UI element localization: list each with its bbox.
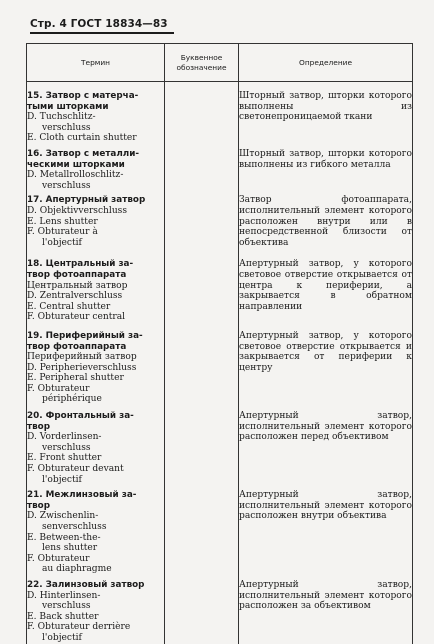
term-equivalent-line: l'objectif [42,632,82,643]
term-equivalent-line: D. Zentralverschluss [27,291,123,302]
term-equivalent-line: F. Obturateur [27,383,90,394]
term-equivalent-line: l'objectif [42,237,82,248]
definition-cell [239,405,413,485]
term-title-line: 22. Залинзовый затвор [27,579,145,590]
definition-cell [239,485,413,575]
page-header [30,18,168,30]
term-equivalent-line: senverschluss [42,522,107,532]
table-row [27,144,413,191]
term-equivalent-line: E. Lens shutter [27,216,98,227]
definition-cell [239,82,413,144]
term-equivalent-line: F. Obturateur central [27,312,126,323]
term-title-line: 21. Межлинзовый за- [27,490,137,501]
definition-text: Апертурный затвор, исполнительный элемент которого расположен за объективом [239,579,412,612]
definition-cell [239,144,413,191]
term-title-line: 17. Апертурный затвор [27,195,146,206]
term-equivalent-line: Центральный затвор [27,280,128,291]
term-title-line: 19. Периферийный за- [27,330,143,341]
definition-cell [239,323,413,405]
definition-cell [239,575,413,644]
letter-designation-cell [165,575,239,644]
table-row [27,575,413,644]
term-title-line: 20. Фронтальный за- [27,411,134,422]
term-equivalent-line: D. Hinterlinsen- [27,590,101,601]
definition-text: Шторный затвор, шторки которого выполнены из светонепроницаемой ткани [239,91,412,123]
table-row [27,323,413,405]
term-cell [27,485,165,575]
letter-designation-cell [165,405,239,485]
table-row [27,405,413,485]
letter-designation-cell [165,248,239,323]
term-cell [27,248,165,323]
term-cell [27,144,165,191]
column-header-letter-designation: Буквенное обозначение [165,44,239,82]
term-equivalent-line: verschluss [42,122,91,133]
term-equivalent-line: au diaphragme [42,564,112,575]
definition-text: Шторный затвор, шторки которого выполнены из гибкого металла [239,148,412,170]
term-equivalent-line: lens shutter [42,543,98,554]
term-equivalent-line: D. Vorderlinsen- [27,432,102,443]
term-equivalent-line: E. Between-the- [27,532,101,543]
term-title-line: твор [27,421,51,432]
letter-designation-cell [165,485,239,575]
term-title-line: твор фотоаппарата [27,269,127,280]
letter-designation-cell [165,191,239,248]
term-equivalent-line: F. Obturateur [27,553,90,564]
term-equivalent-line: D. Metallrolloschlitz- [27,170,124,181]
definition-cell [239,191,413,248]
term-equivalent-line: verschluss [42,442,91,453]
term-equivalent-line: E. Cloth curtain shutter [27,133,137,144]
term-equivalent-line: D. Tuchschlitz- [27,112,96,123]
definition-text: Апертурный затвор, у которого световое отверстие открывается от центра к периферии, а закрывается в обратном направлении [239,259,412,312]
term-equivalent-line: E. Back shutter [27,611,99,622]
term-equivalent-line: D. Zwischenlin- [27,511,99,522]
term-equivalent-line: F. Obturateur devant [27,464,124,475]
table-row [27,191,413,248]
term-cell [27,405,165,485]
definition-text: Затвор фотоаппарата, исполнительный элемент которого расположен внутри или в непосредственной близости от объектива [239,195,412,248]
term-cell [27,82,165,144]
term-title-line: тыми шторками [27,101,109,112]
term-equivalent-line: Периферийный затвор [27,352,137,363]
terms-table [26,43,413,644]
term-equivalent-line: E. Central shutter [27,301,111,312]
term-equivalent-line: F. Obturateur à [27,227,98,238]
table-row [27,248,413,323]
term-title-line: твор [27,500,51,511]
definition-text: Апертурный затвор, у которого световое отверстие открывается и закрывается от периферии к центру [239,330,412,373]
definition-text: Апертурный затвор, исполнительный элемент которого расположен перед объективом [239,411,412,443]
letter-designation-cell [165,323,239,405]
page-header-text: Стр. 4 ГОСТ 18834—83 [30,18,168,30]
column-header-definition: Определение [239,44,413,82]
definition-cell [239,248,413,323]
header-rule [30,32,174,34]
term-equivalent-line: E. Front shutter [27,453,102,464]
letter-designation-cell [165,144,239,191]
table-header-row [27,44,413,82]
term-equivalent-line: périphérique [42,394,102,405]
term-equivalent-line: E. Peripheral shutter [27,373,124,384]
term-equivalent-line: D. Peripherieverschluss [27,362,137,373]
term-equivalent-line: verschluss [42,180,91,191]
term-title-line: 18. Центральный за- [27,259,134,270]
term-equivalent-line: F. Obturateur derrière [27,622,131,633]
term-equivalent-line: verschluss [42,601,91,612]
term-cell [27,323,165,405]
term-equivalent-line: D. Objektivverschluss [27,205,128,216]
table-row [27,82,413,144]
term-cell [27,575,165,644]
term-cell [27,191,165,248]
definition-text: Апертурный затвор, исполнительный элемент которого расположен внутри объектива [239,490,412,522]
term-title-line: ческими шторками [27,159,125,170]
term-equivalent-line: l'objectif [42,474,82,485]
term-title-line: 16. Затвор с металли- [27,148,140,159]
term-title-line: 15. Затвор с матерча- [27,91,139,101]
term-title-line: твор фотоаппарата [27,341,127,352]
table-row [27,485,413,575]
letter-designation-cell [165,82,239,144]
column-header-term: Термин [27,44,165,82]
